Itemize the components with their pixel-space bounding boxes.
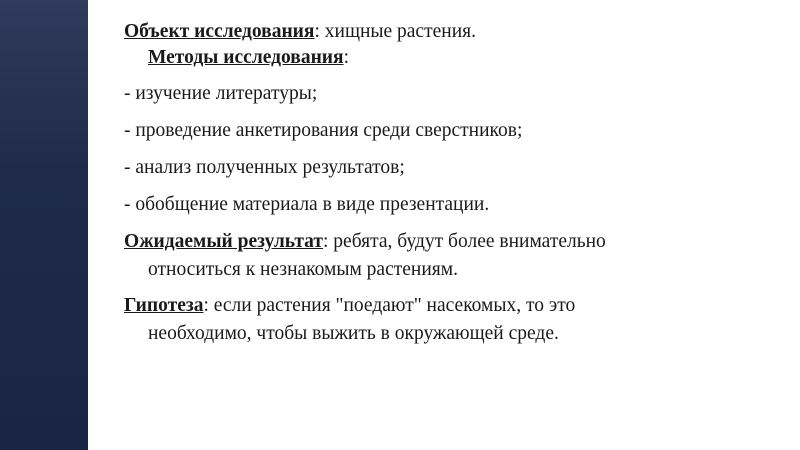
method-item: - проведение анкетирования среди сверстников; [124,120,523,141]
object-term: Объект исследования [124,21,315,42]
method-item: - изучение литературы; [124,83,318,104]
hypothesis-text: : если растения "поедают" насекомых, то это [203,295,576,316]
hypothesis-term: Гипотеза [124,295,204,316]
hypothesis-line-continued: необходимо, чтобы выжить в окружающей среде. [148,323,559,344]
slide-content [124,20,790,344]
expected-line-continued: относиться к незнакомым растениям. [148,259,458,280]
method-item: - обобщение материала в виде презентации. [124,194,490,215]
left-decorative-bar [0,0,88,450]
methods-line [124,46,790,70]
expected-line [124,230,790,254]
object-line [124,20,790,44]
expected-term: Ожидаемый результат [124,231,324,252]
method-item: - анализ полученных результатов; [124,157,405,178]
object-text: : хищные растения. [314,21,476,42]
expected-text: : ребята, будут более внимательно [323,231,606,252]
hypothesis-line [124,294,790,318]
methods-suffix: : [343,47,350,68]
methods-term: Методы исследования [148,47,344,68]
